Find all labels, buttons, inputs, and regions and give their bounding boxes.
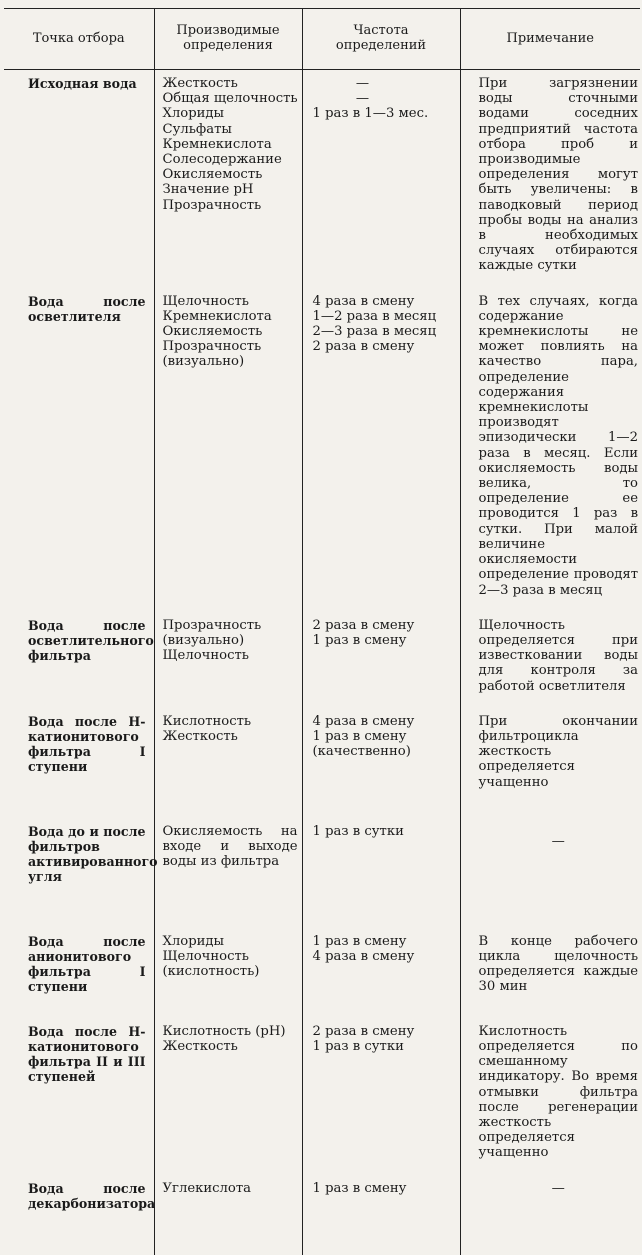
frequency-value: 4 раза в смену: [312, 713, 415, 729]
note-cell: Кислотность определяется по смешанному индикатору. Во время отмывки фильтра после регенерации жесткость определяется учащенно: [460, 1018, 640, 1175]
determination: Прозрачность: [162, 617, 262, 633]
determination: Кислотность: [162, 713, 252, 729]
frequency-value: 1 раз в смену: [312, 933, 407, 949]
determination: (кислотность): [162, 964, 260, 980]
header-note: Примечание: [460, 9, 640, 70]
table-row: [4, 288, 640, 612]
header-determinations: Производимые определения: [154, 9, 302, 70]
frequency-value: 1—2 раза в месяц: [312, 308, 437, 324]
table-row: [4, 612, 640, 708]
frequency-value: 1 раз в смену: [312, 728, 407, 744]
frequency-cell: [302, 708, 460, 818]
note-cell: —: [460, 1175, 640, 1255]
frequency-cell: [302, 288, 460, 612]
table-row: [4, 1175, 640, 1255]
sampling-point: Вода до и после фильтров активированного угля: [28, 823, 158, 885]
determination: Кремнекислота: [162, 136, 272, 152]
frequency-value: —: [355, 76, 370, 91]
frequency-value: 2—3 раза в месяц: [312, 324, 437, 340]
frequency-cell: [302, 928, 460, 1018]
determination: Окисляемость на входе и выходе воды из фильтра: [162, 823, 298, 870]
determination: Щелочность: [162, 948, 249, 964]
determination: (визуально): [162, 632, 245, 648]
frequency-value: (качественно): [312, 744, 411, 760]
sampling-point: Вода после анионитового фильтра I ступени: [28, 933, 146, 995]
sampling-point: Вода после Н-катионитового фильтра II и III ступеней: [28, 1023, 146, 1085]
determination: Углекислота: [162, 1180, 252, 1196]
determination: Хлориды: [162, 106, 225, 122]
note-cell: В тех случаях, когда содержание кремнекислоты не может повлиять на качество пара, определение содержания кремнекислоты производят эпизодически 1—2 раза в месяц. Если окисляемость воды велика, то определение ее проводится 1 раз в сутки. При малой величине окисляемости определение проводят 2—3 раза в месяц: [460, 288, 640, 612]
frequency-value: 2 раза в смену: [312, 617, 415, 633]
determination: Сульфаты: [162, 121, 232, 137]
header-frequency: Частота определений: [302, 9, 460, 70]
note-cell: —: [460, 818, 640, 928]
determination: Значение pH: [162, 182, 254, 198]
sampling-point: Исходная вода: [28, 76, 137, 91]
frequency-cell: [302, 70, 460, 288]
frequency-value: 1 раз в сутки: [312, 823, 404, 839]
frequency-value: 1 раз в сутки: [312, 1038, 404, 1054]
determinations-cell: [154, 612, 302, 708]
table-row: [4, 708, 640, 818]
table-row: [4, 818, 640, 928]
frequency-cell: [302, 1018, 460, 1175]
table-row: [4, 1018, 640, 1175]
determination: Общая щелочность: [162, 91, 298, 107]
determination: Жесткость: [162, 76, 238, 91]
determinations-cell: [154, 70, 302, 288]
table-row: [4, 928, 640, 1018]
frequency-value: 1 раз в 1—3 мес.: [312, 106, 429, 122]
frequency-cell: [302, 818, 460, 928]
frequency-cell: [302, 612, 460, 708]
note-cell: При окончании фильтроцикла жесткость определяется учащенно: [460, 708, 640, 818]
determination: Окисляемость: [162, 324, 263, 340]
note-cell: При загрязнении воды сточными водами соседних предприятий частота отбора проб и производимые определения могут быть увеличены: в паводковый период пробы воды на анализ в необходимых случаях отбираются каждые сутки: [460, 70, 640, 288]
determination: Жесткость: [162, 1038, 238, 1054]
determinations-cell: [154, 1175, 302, 1255]
note-cell: Щелочность определяется при известковании воды для контроля за работой осветлителя: [460, 612, 640, 708]
determination: Кислотность (pH): [162, 1023, 286, 1039]
frequency-value: 2 раза в смену: [312, 1023, 415, 1039]
determination: Окисляемость: [162, 167, 263, 183]
determination: Прозрачность: [162, 339, 262, 355]
frequency-value: 1 раз в смену: [312, 632, 407, 648]
determination: Кремнекислота: [162, 308, 272, 324]
determinations-cell: [154, 1018, 302, 1175]
determinations-cell: [154, 818, 302, 928]
water-sampling-table: [4, 8, 640, 1255]
frequency-value: 4 раза в смену: [312, 293, 415, 309]
determination: Жесткость: [162, 728, 238, 744]
sampling-point: Вода после осветлительного фильтра: [28, 617, 154, 664]
determinations-cell: [154, 928, 302, 1018]
determination: Щелочность: [162, 648, 249, 664]
table-header-row: [4, 9, 640, 70]
determination: Солесодержание: [162, 152, 282, 168]
frequency-value: 2 раза в смену: [312, 339, 415, 355]
frequency-value: —: [355, 91, 370, 107]
sampling-point: Вода после осветлителя: [28, 293, 146, 324]
sampling-point: Вода после декарбонизатора: [28, 1180, 156, 1211]
table-row: [4, 70, 640, 288]
note-cell: В конце рабочего цикла щелочность определяется каждые 30 мин: [460, 928, 640, 1018]
determinations-cell: [154, 708, 302, 818]
frequency-cell: [302, 1175, 460, 1255]
determination: Прозрачность: [162, 197, 262, 213]
determination: Хлориды: [162, 933, 225, 949]
frequency-value: 4 раза в смену: [312, 948, 415, 964]
sampling-point: Вода после Н-катионитового фильтра I ступени: [28, 713, 146, 775]
header-sampling-point: Точка отбора: [4, 9, 154, 70]
determinations-cell: [154, 288, 302, 612]
determination: Щелочность: [162, 293, 249, 309]
frequency-value: 1 раз в смену: [312, 1180, 407, 1196]
determination: (визуально): [162, 354, 245, 370]
